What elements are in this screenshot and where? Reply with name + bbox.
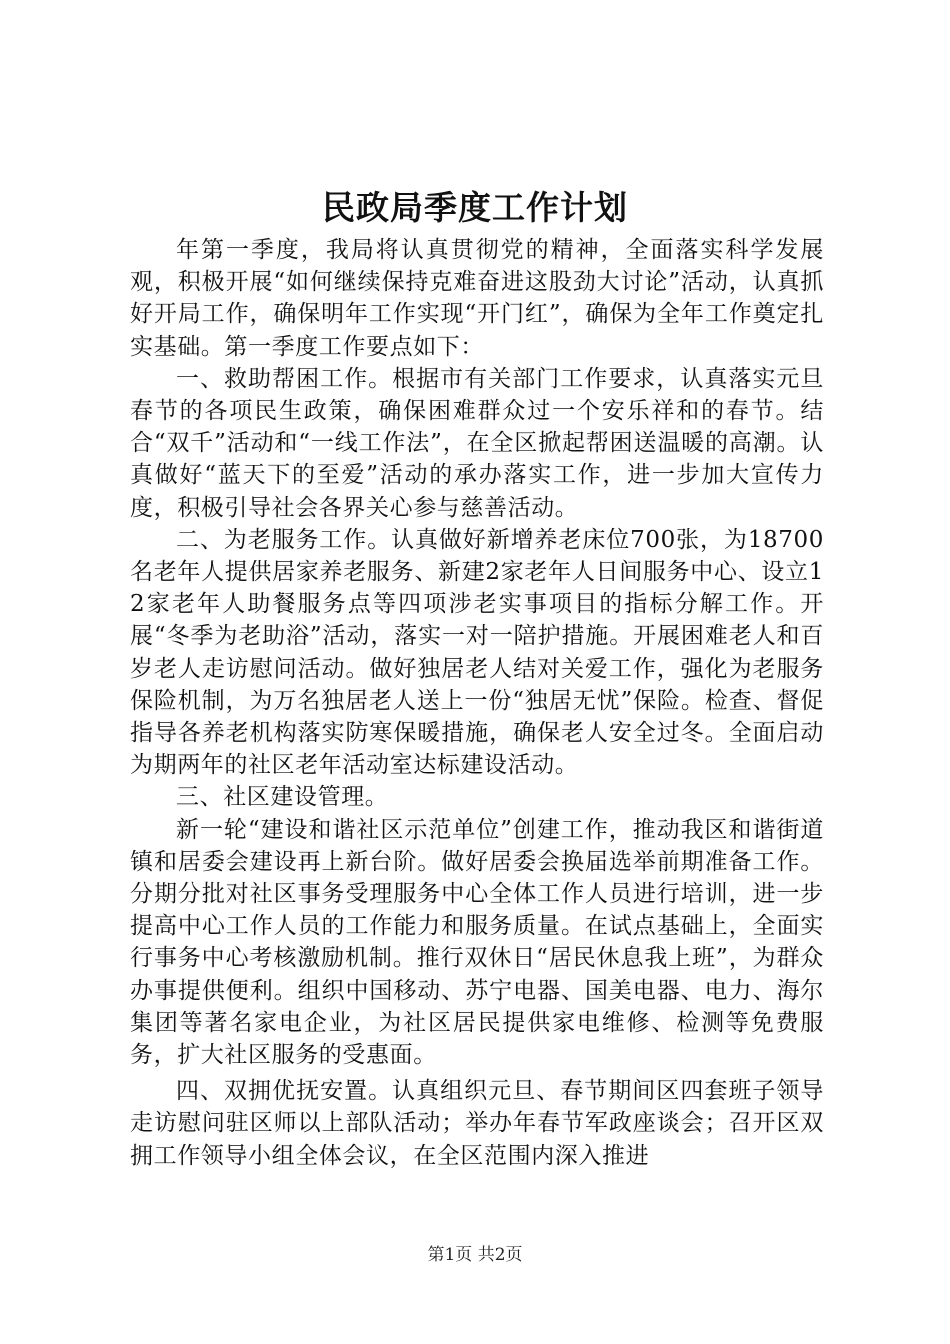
page-number-footer: 第1页 共2页 [427, 1245, 523, 1265]
paragraph-elderly-services: 二、为老服务工作。认真做好新增养老床位700张，为18700名老年人提供居家养老服务、新建2家老年人日间服务中心、设立12家老年人助餐服务点等四项涉老实事项目的指标分解工作。开展“冬季为老助浴”活动，落实一对一陪护措施。开展困难老人和百岁老人走访慰问活动。做好独居老人结对关爱工作，强化为老服务保险机制，为万名独居老人送上一份“独居无忧”保险。检查、督促指导各养老机构落实防寒保暖措施，确保老人安全过冬。全面启动为期两年的社区老年活动室达标建设活动。 [130, 526, 824, 779]
paragraph-military-support: 四、双拥优抚安置。认真组织元旦、春节期间区四套班子领导走访慰问驻区师以上部队活动；举办年春节军政座谈会；召开区双拥工作领导小组全体会议，在全区范围内深入推进 [130, 1078, 824, 1169]
paragraph-relief-work: 一、救助帮困工作。根据市有关部门工作要求，认真落实元旦春节的各项民生政策，确保困难群众过一个安乐祥和的春节。结合“双千”活动和“一线工作法”，在全区掀起帮困送温暖的高潮。认真做好“蓝天下的至爱”活动的承办落实工作，进一步加大宣传力度，积极引导社会各界关心参与慈善活动。 [130, 365, 824, 521]
paragraph-intro: 年第一季度，我局将认真贯彻党的精神，全面落实科学发展观，积极开展“如何继续保持克难奋进这股劲大讨论”活动，认真抓好开局工作，确保明年工作实现“开门红”，确保为全年工作奠定扎实基础。第一季度工作要点如下： [130, 237, 824, 360]
document-body [130, 234, 824, 1172]
paragraph-community-heading: 三、社区建设管理。 [176, 784, 389, 811]
paragraph-community-building: 新一轮“建设和谐社区示范单位”创建工作，推动我区和谐街道镇和居委会建设再上新台阶。做好居委会换届选举前期准备工作。分期分批对社区事务受理服务中心全体工作人员进行培训，进一步提高中心工作人员的工作能力和服务质量。在试点基础上，全面实行事务中心考核激励机制。推行双休日“居民休息我上班”，为群众办事提供便利。组织中国移动、苏宁电器、国美电器、电力、海尔集团等著名家电企业，为社区居民提供家电维修、检测等免费服务，扩大社区服务的受惠面。 [130, 816, 824, 1069]
document-title: 民政局季度工作计划 [322, 188, 628, 227]
